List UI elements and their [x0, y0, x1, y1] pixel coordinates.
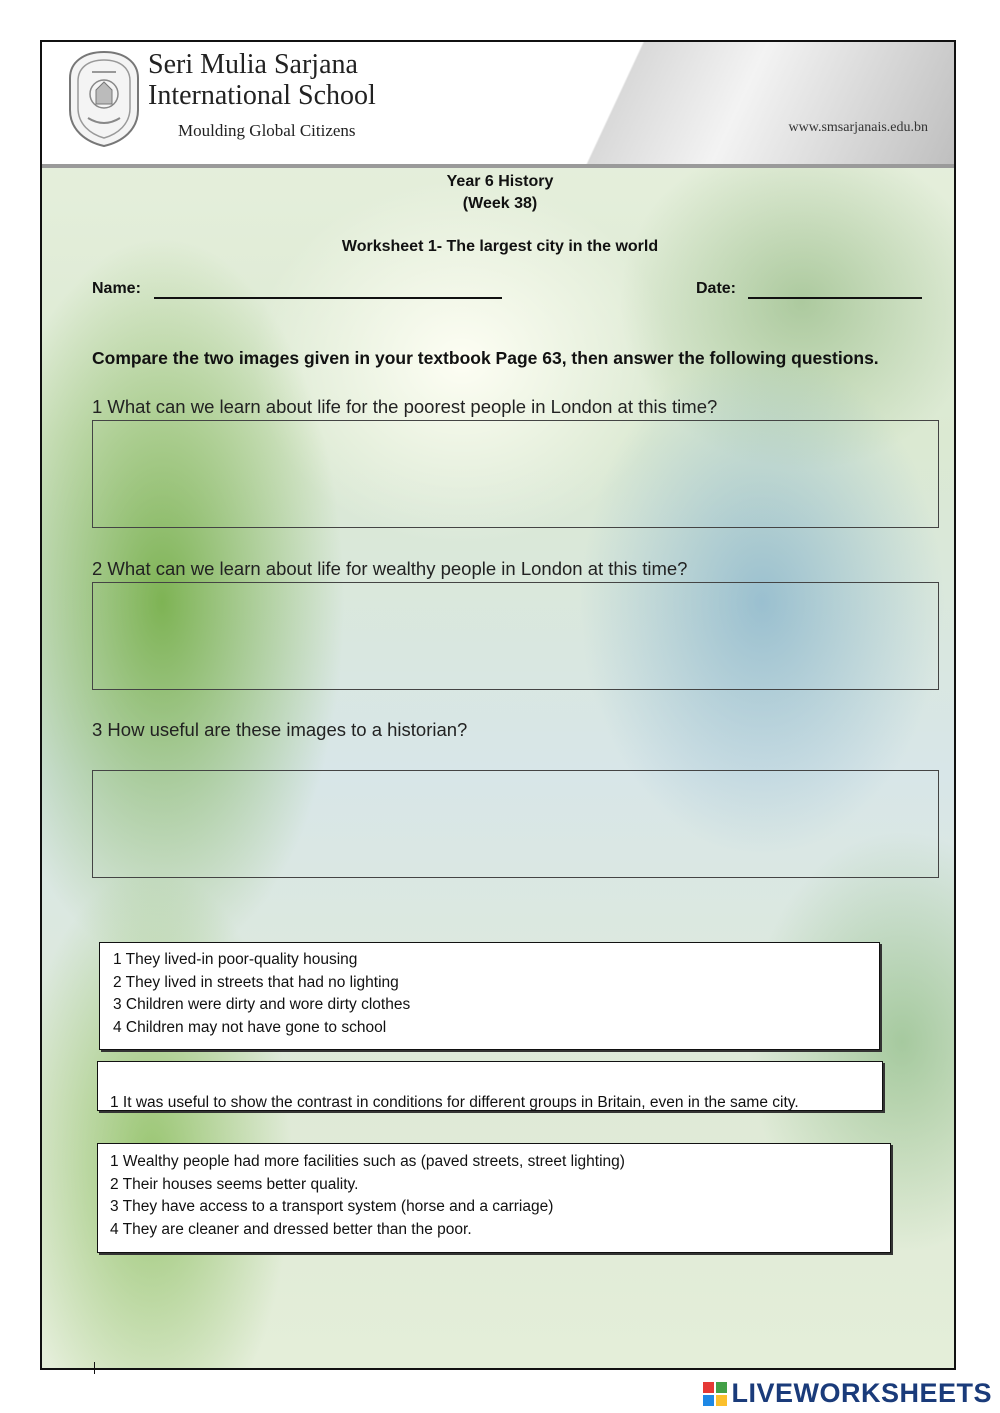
subject-title: Year 6 History — [446, 173, 554, 190]
draggable-answer-usefulness[interactable] — [97, 1061, 883, 1111]
option-line: 4 They are cleaner and dressed better than the poor. — [110, 1220, 472, 1238]
liveworksheets-logo-icon — [703, 1382, 727, 1406]
school-header — [42, 42, 954, 168]
worksheet-page — [40, 40, 956, 1370]
week-label: (Week 38) — [462, 195, 538, 212]
option-line: 4 Children may not have gone to school — [113, 1018, 387, 1036]
question-1: 1 What can we learn about life for the poorest people in London at this time? — [92, 396, 718, 417]
question-3: 3 How useful are these images to a historian? — [92, 719, 468, 740]
question-2: 2 What can we learn about life for wealthy people in London at this time? — [92, 558, 688, 579]
draggable-answer-wealthy[interactable] — [97, 1143, 891, 1253]
answer-drop-zone-1[interactable] — [92, 420, 939, 528]
name-field[interactable] — [154, 297, 502, 299]
school-name-line2: International School — [148, 79, 376, 111]
date-label: Date: — [696, 280, 737, 297]
option-line: 2 They lived in streets that had no lighting — [113, 973, 399, 991]
brand-text: LIVEWORKSHEETS — [731, 1378, 992, 1408]
option-line: 3 Children were dirty and wore dirty clothes — [113, 996, 411, 1013]
option-line: 2 Their houses seems better quality. — [110, 1175, 359, 1193]
name-label: Name: — [92, 280, 141, 297]
option-line: 1 It was useful to show the contrast in conditions for different groups in Britain, even in the same city. — [110, 1094, 799, 1111]
worksheet-title: Worksheet 1- The largest city in the world — [341, 238, 659, 255]
school-crest-icon — [66, 48, 142, 148]
page-corner-mark — [94, 1362, 95, 1374]
liveworksheets-brand[interactable] — [703, 1378, 992, 1409]
draggable-answer-poor[interactable] — [99, 942, 880, 1050]
school-name-line1: Seri Mulia Sarjana — [148, 49, 358, 80]
option-line: 3 They have access to a transport system (horse and a carriage) — [110, 1198, 554, 1215]
answer-drop-zone-3[interactable] — [92, 770, 939, 878]
answer-drop-zone-2[interactable] — [92, 582, 939, 690]
school-name — [148, 50, 376, 140]
date-field[interactable] — [748, 297, 922, 299]
instruction-text: Compare the two images given in your textbook Page 63, then answer the following questions. — [92, 348, 879, 368]
option-line: 1 Wealthy people had more facilities such as (paved streets, street lighting) — [110, 1153, 625, 1170]
school-motto: Moulding Global Citizens — [178, 120, 356, 140]
option-line: 1 They lived-in poor-quality housing — [113, 951, 358, 968]
school-website: www.smsarjanais.edu.bn — [788, 120, 928, 135]
